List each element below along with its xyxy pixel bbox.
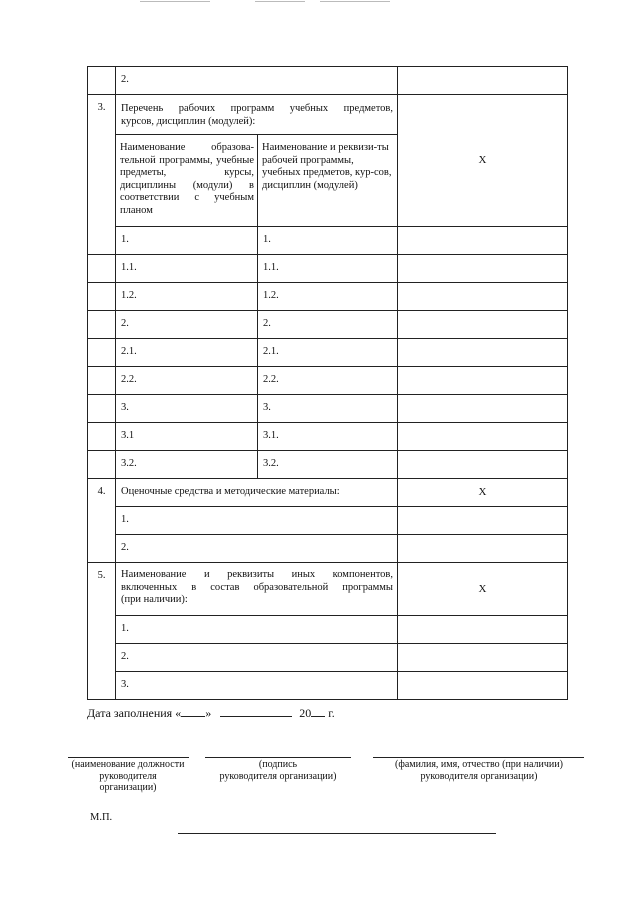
caption-line: (подпись (258, 759, 298, 770)
table-row (88, 644, 568, 672)
section-number: 5. (88, 563, 116, 700)
list-item: 2. (116, 67, 398, 95)
signature-line (68, 757, 189, 758)
section-title-line: курсов, дисциплин (модулей): (121, 115, 256, 127)
num-cell (88, 311, 116, 339)
list-item: 2.2. (258, 367, 398, 395)
table-row (88, 283, 568, 311)
list-item: 2. (116, 644, 398, 672)
table-row (88, 672, 568, 700)
section-5-title-row (88, 563, 568, 616)
mark-cell (398, 507, 568, 535)
table-row (88, 507, 568, 535)
list-item: 2.1. (258, 339, 398, 367)
section-title: Оценочные средства и методические материалы: (116, 479, 398, 507)
caption-line: руководителя (99, 770, 157, 782)
mark-cell (398, 451, 568, 479)
num-cell (88, 367, 116, 395)
year-blank[interactable] (311, 705, 325, 717)
list-item: 1.2. (116, 283, 258, 311)
list-item: 1.1. (116, 255, 258, 283)
section-number: 4. (88, 479, 116, 563)
list-item: 2.1. (116, 339, 258, 367)
mark-cell (398, 616, 568, 644)
num-cell (88, 67, 116, 95)
name-caption (368, 759, 590, 782)
column-header-program: Наименование образова-тельной программы, учебные предметы, курсы, дисциплины (модули) в соответствии с учебным планом (116, 135, 258, 227)
caption-line: (фамилия, имя, отчество (при наличии) (395, 759, 563, 770)
list-item: 1.1. (258, 255, 398, 283)
mark-cell (398, 339, 568, 367)
mark-cell (398, 283, 568, 311)
list-item: 1. (116, 227, 258, 255)
table-row (88, 67, 568, 95)
month-blank[interactable] (220, 705, 292, 717)
caption-line: (наименование должности (71, 759, 185, 770)
caption-line: руководителя организации) (420, 770, 538, 782)
table-row (88, 423, 568, 451)
mark-cell (398, 367, 568, 395)
list-item: 2. (116, 311, 258, 339)
column-header-work-program: Наименование и реквизи-ты рабочей программы, учебных предметов, кур-сов, дисциплин (модулей) (258, 135, 398, 227)
date-mid: » (205, 706, 212, 720)
section-mark: Х (398, 479, 568, 507)
year-prefix: 20 (299, 706, 312, 720)
table-row (88, 367, 568, 395)
date-prefix: Дата заполнения « (87, 706, 182, 720)
section-mark: Х (398, 95, 568, 227)
program-composition-table (87, 66, 568, 700)
position-caption (60, 759, 196, 794)
signature-caption (196, 759, 360, 782)
table-row (88, 535, 568, 563)
list-item: 3. (116, 672, 398, 700)
mark-cell (398, 535, 568, 563)
num-cell (88, 283, 116, 311)
num-cell (88, 255, 116, 283)
list-item: 2. (258, 311, 398, 339)
section-4-title-row (88, 479, 568, 507)
list-item: 3.1. (258, 423, 398, 451)
scan-mark (140, 1, 210, 2)
list-item: 2. (116, 535, 398, 563)
section-mark: Х (398, 563, 568, 616)
caption-line: организации) (99, 782, 157, 793)
day-blank[interactable] (181, 705, 205, 717)
section-title-line: (при наличии): (121, 594, 188, 605)
list-item: 1. (258, 227, 398, 255)
signature-line (205, 757, 351, 758)
section-3-title-row (88, 95, 568, 135)
table-row (88, 255, 568, 283)
section-title (116, 563, 398, 616)
table-row (88, 616, 568, 644)
table-row (88, 451, 568, 479)
table-row (88, 339, 568, 367)
scan-mark (320, 1, 390, 2)
list-item: 3.1 (116, 423, 258, 451)
num-cell (88, 451, 116, 479)
scan-mark (255, 1, 305, 2)
section-title-line: Наименование и реквизиты иных компонентов, (121, 569, 393, 580)
list-item: 3.2. (258, 451, 398, 479)
signature-line (373, 757, 584, 758)
list-item: 1. (116, 616, 398, 644)
fill-date (87, 705, 335, 721)
mark-cell (398, 227, 568, 255)
num-cell (88, 339, 116, 367)
table-row (88, 311, 568, 339)
mark-cell (398, 67, 568, 95)
section-title (116, 95, 398, 135)
mark-cell (398, 395, 568, 423)
table-row (88, 395, 568, 423)
mark-cell (398, 311, 568, 339)
section-title-line: Перечень рабочих программ учебных предметов, (121, 103, 393, 114)
list-item: 3. (258, 395, 398, 423)
mark-cell (398, 644, 568, 672)
list-item: 3.2. (116, 451, 258, 479)
num-cell (88, 395, 116, 423)
stamp-line (178, 833, 496, 834)
list-item: 1. (116, 507, 398, 535)
caption-line: руководителя организации) (219, 770, 337, 782)
mark-cell (398, 255, 568, 283)
num-cell (88, 423, 116, 451)
section-number: 3. (88, 95, 116, 255)
list-item: 2.2. (116, 367, 258, 395)
list-item: 3. (116, 395, 258, 423)
table-row (88, 227, 568, 255)
section-title-line: включенных в состав образовательной программы (121, 581, 393, 593)
list-item: 1.2. (258, 283, 398, 311)
stamp-placeholder: М.П. (90, 812, 113, 823)
mark-cell (398, 423, 568, 451)
mark-cell (398, 672, 568, 700)
date-suffix: г. (325, 706, 335, 720)
